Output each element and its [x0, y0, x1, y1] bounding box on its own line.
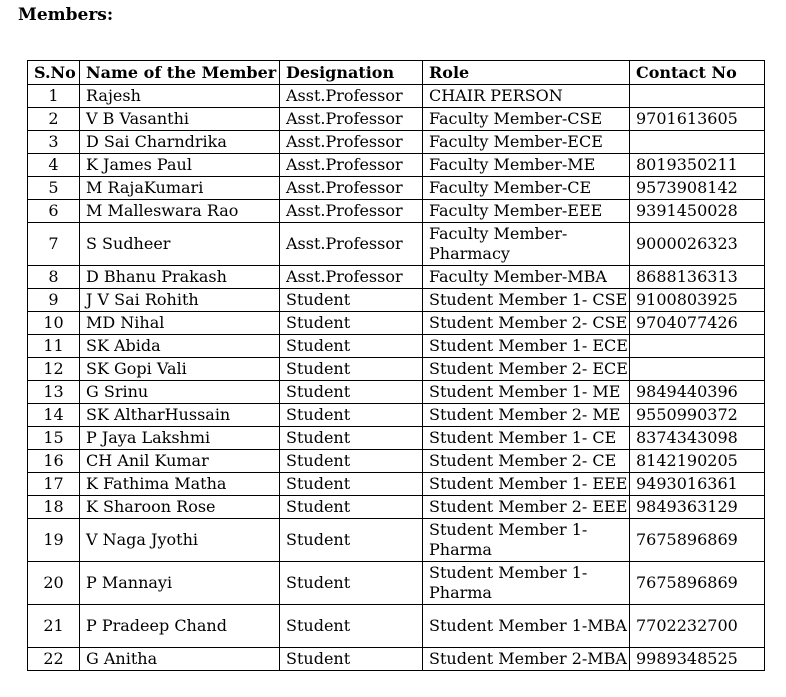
cell-member-name: K Sharoon Rose: [80, 496, 280, 519]
cell-member-name: J V Sai Rohith: [80, 289, 280, 312]
cell-contact: 9849440396: [630, 381, 765, 404]
cell-designation: Asst.Professor: [280, 85, 423, 108]
cell-member-name: CH Anil Kumar: [80, 450, 280, 473]
cell-sno: 10: [28, 312, 80, 335]
table-row: [28, 266, 765, 289]
cell-contact: 9391450028: [630, 200, 765, 223]
cell-role: Student Member 2- CE: [423, 450, 630, 473]
cell-designation: Asst.Professor: [280, 177, 423, 200]
cell-designation: Student: [280, 605, 423, 648]
cell-designation: Student: [280, 519, 423, 562]
cell-sno: 19: [28, 519, 80, 562]
members-heading: Members:: [18, 5, 114, 25]
cell-designation: Student: [280, 381, 423, 404]
cell-role: Faculty Member-ECE: [423, 131, 630, 154]
cell-role: Student Member 1-Pharma: [423, 519, 630, 562]
table-row: [28, 427, 765, 450]
cell-role: Student Member 1- EEE: [423, 473, 630, 496]
cell-role: Student Member 2- ECE: [423, 358, 630, 381]
cell-contact: 9100803925: [630, 289, 765, 312]
cell-designation: Student: [280, 289, 423, 312]
table-row: [28, 562, 765, 605]
cell-member-name: D Sai Charndrika: [80, 131, 280, 154]
cell-role: Student Member 1- CSE: [423, 289, 630, 312]
cell-sno: 1: [28, 85, 80, 108]
cell-role: Student Member 2-MBA: [423, 648, 630, 671]
table-row: [28, 154, 765, 177]
cell-role: Faculty Member-ME: [423, 154, 630, 177]
cell-sno: 17: [28, 473, 80, 496]
cell-sno: 8: [28, 266, 80, 289]
cell-sno: 15: [28, 427, 80, 450]
table-row: [28, 496, 765, 519]
cell-role: Student Member 2- CSE: [423, 312, 630, 335]
cell-contact: 8019350211: [630, 154, 765, 177]
cell-designation: Student: [280, 404, 423, 427]
cell-designation: Asst.Professor: [280, 108, 423, 131]
cell-role: Student Member 1- ECE: [423, 335, 630, 358]
table-body: [28, 85, 765, 671]
cell-designation: Student: [280, 648, 423, 671]
cell-contact: [630, 131, 765, 154]
cell-designation: Asst.Professor: [280, 154, 423, 177]
cell-designation: Asst.Professor: [280, 131, 423, 154]
header-name: Name of the Member: [80, 61, 280, 85]
cell-sno: 11: [28, 335, 80, 358]
cell-sno: 21: [28, 605, 80, 648]
cell-designation: Asst.Professor: [280, 223, 423, 266]
cell-designation: Student: [280, 358, 423, 381]
header-contact: Contact No: [630, 61, 765, 85]
cell-role: Student Member 1- CE: [423, 427, 630, 450]
cell-sno: 16: [28, 450, 80, 473]
cell-contact: 9989348525: [630, 648, 765, 671]
cell-contact: 8142190205: [630, 450, 765, 473]
cell-contact: 9701613605: [630, 108, 765, 131]
table-row: [28, 85, 765, 108]
cell-role: Faculty Member-Pharmacy: [423, 223, 630, 266]
cell-member-name: M RajaKumari: [80, 177, 280, 200]
cell-designation: Student: [280, 562, 423, 605]
cell-designation: Student: [280, 473, 423, 496]
cell-sno: 3: [28, 131, 80, 154]
cell-role: Student Member 1- ME: [423, 381, 630, 404]
cell-role: Faculty Member-CE: [423, 177, 630, 200]
cell-sno: 18: [28, 496, 80, 519]
cell-role: Student Member 1-MBA: [423, 605, 630, 648]
cell-member-name: P Pradeep Chand: [80, 605, 280, 648]
table-row: [28, 312, 765, 335]
cell-contact: 8374343098: [630, 427, 765, 450]
cell-sno: 22: [28, 648, 80, 671]
cell-member-name: SK AltharHussain: [80, 404, 280, 427]
cell-role: CHAIR PERSON: [423, 85, 630, 108]
cell-sno: 12: [28, 358, 80, 381]
cell-member-name: P Jaya Lakshmi: [80, 427, 280, 450]
table-row: [28, 177, 765, 200]
cell-role: Faculty Member-CSE: [423, 108, 630, 131]
table-row: [28, 223, 765, 266]
table-header-row: [28, 61, 765, 85]
cell-contact: 7675896869: [630, 519, 765, 562]
header-designation: Designation: [280, 61, 423, 85]
cell-designation: Asst.Professor: [280, 266, 423, 289]
cell-contact: [630, 85, 765, 108]
table-row: [28, 289, 765, 312]
cell-sno: 20: [28, 562, 80, 605]
cell-sno: 4: [28, 154, 80, 177]
table-row: [28, 519, 765, 562]
cell-role: Faculty Member-EEE: [423, 200, 630, 223]
cell-member-name: SK Gopi Vali: [80, 358, 280, 381]
table-row: [28, 335, 765, 358]
cell-designation: Student: [280, 496, 423, 519]
cell-role: Student Member 2- ME: [423, 404, 630, 427]
cell-member-name: MD Nihal: [80, 312, 280, 335]
cell-sno: 5: [28, 177, 80, 200]
cell-designation: Student: [280, 312, 423, 335]
cell-member-name: G Srinu: [80, 381, 280, 404]
cell-designation: Asst.Professor: [280, 200, 423, 223]
cell-member-name: K Fathima Matha: [80, 473, 280, 496]
table-row: [28, 648, 765, 671]
cell-sno: 6: [28, 200, 80, 223]
cell-sno: 9: [28, 289, 80, 312]
cell-contact: 9704077426: [630, 312, 765, 335]
cell-sno: 7: [28, 223, 80, 266]
cell-contact: 9849363129: [630, 496, 765, 519]
cell-contact: 7702232700: [630, 605, 765, 648]
table-row: [28, 108, 765, 131]
table-row: [28, 358, 765, 381]
cell-member-name: D Bhanu Prakash: [80, 266, 280, 289]
cell-member-name: P Mannayi: [80, 562, 280, 605]
table-row: [28, 131, 765, 154]
cell-role: Student Member 1-Pharma: [423, 562, 630, 605]
table-row: [28, 404, 765, 427]
cell-member-name: Rajesh: [80, 85, 280, 108]
cell-designation: Student: [280, 335, 423, 358]
cell-contact: 9000026323: [630, 223, 765, 266]
cell-contact: 7675896869: [630, 562, 765, 605]
members-table: [27, 60, 765, 671]
cell-contact: 9493016361: [630, 473, 765, 496]
cell-sno: 2: [28, 108, 80, 131]
cell-contact: 8688136313: [630, 266, 765, 289]
header-role: Role: [423, 61, 630, 85]
cell-contact: 9550990372: [630, 404, 765, 427]
header-sno: S.No: [28, 61, 80, 85]
cell-role: Faculty Member-MBA: [423, 266, 630, 289]
cell-member-name: K James Paul: [80, 154, 280, 177]
cell-member-name: V B Vasanthi: [80, 108, 280, 131]
cell-member-name: V Naga Jyothi: [80, 519, 280, 562]
cell-sno: 14: [28, 404, 80, 427]
table-row: [28, 381, 765, 404]
cell-contact: 9573908142: [630, 177, 765, 200]
table-row: [28, 473, 765, 496]
table-row: [28, 450, 765, 473]
cell-role: Student Member 2- EEE: [423, 496, 630, 519]
cell-member-name: M Malleswara Rao: [80, 200, 280, 223]
cell-contact: [630, 335, 765, 358]
cell-designation: Student: [280, 450, 423, 473]
cell-member-name: S Sudheer: [80, 223, 280, 266]
table-row: [28, 200, 765, 223]
table-row: [28, 605, 765, 648]
cell-member-name: SK Abida: [80, 335, 280, 358]
cell-contact: [630, 358, 765, 381]
cell-member-name: G Anitha: [80, 648, 280, 671]
cell-designation: Student: [280, 427, 423, 450]
cell-sno: 13: [28, 381, 80, 404]
